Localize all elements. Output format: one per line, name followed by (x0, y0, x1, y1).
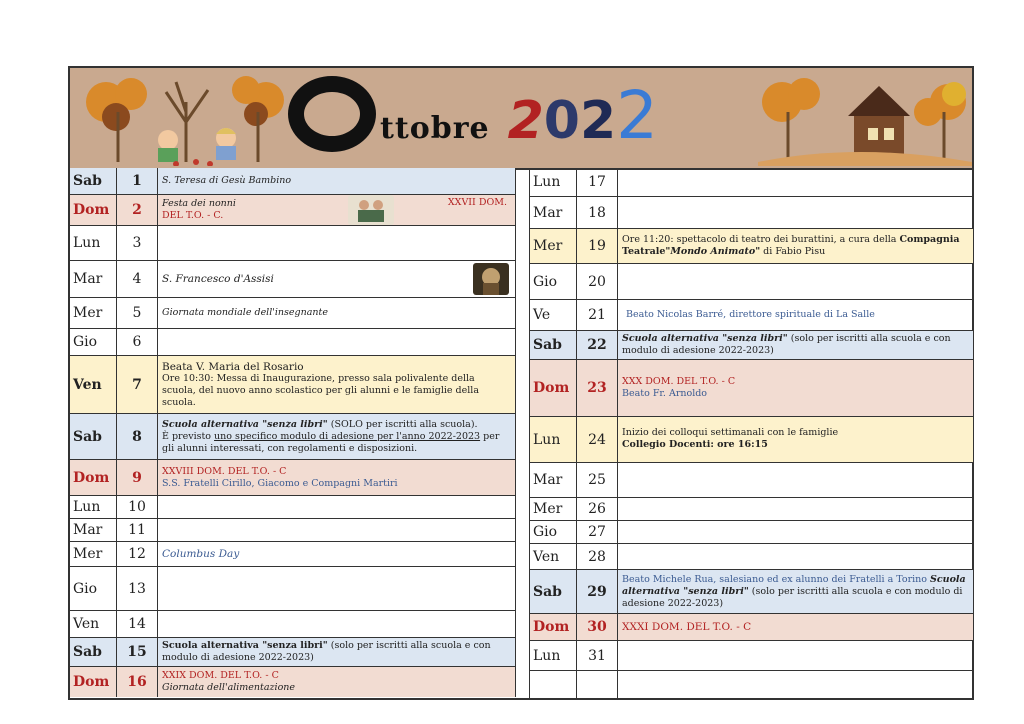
day-row-12 (70, 542, 515, 567)
day-row-19 (530, 229, 973, 264)
day-number: 4 (117, 261, 158, 297)
day-row-9 (70, 460, 515, 496)
day-notes (158, 496, 515, 518)
weekday: Sab (530, 570, 577, 613)
day-notes: S. Francesco d'Assisi (158, 261, 515, 297)
day-notes (158, 519, 515, 541)
calendar-frame (68, 66, 974, 700)
weekday: Mer (70, 298, 117, 328)
days-17-31 (529, 168, 973, 698)
weekday: Mar (70, 519, 117, 541)
day-row-29 (530, 570, 973, 614)
day-row-23 (530, 360, 973, 417)
weekday: Gio (530, 521, 577, 543)
weekday: Dom (530, 614, 577, 640)
day-notes (618, 671, 973, 698)
day-number: 8 (117, 414, 158, 459)
weekday: Ven (530, 544, 577, 569)
day-number: 2 (117, 195, 158, 225)
weekday: Sab (70, 168, 117, 194)
day-row-30 (530, 614, 973, 641)
day-number: 30 (577, 614, 618, 640)
day-notes: XXX DOM. DEL T.O. - C Beato Fr. Arnoldo (622, 376, 736, 399)
day-row-22 (530, 331, 973, 360)
empty-row (530, 671, 973, 698)
day-row-7 (70, 356, 515, 414)
day-row-27 (530, 521, 973, 544)
day-notes: XXVIII DOM. DEL T.O. - C S.S. Fratelli Cirillo, Giacomo e Compagni Martiri (162, 465, 398, 489)
day-number: 22 (577, 331, 618, 359)
weekday: Gio (530, 264, 577, 299)
weekday: Mar (530, 197, 577, 228)
day-number: 7 (117, 356, 158, 413)
day-row-16 (70, 667, 515, 697)
weekday: Dom (530, 360, 577, 416)
day-row-18 (530, 197, 973, 229)
day-notes: Beato Michele Rua, salesiano ed ex alunno dei Fratelli a Torino Scuola alternativa "senza libri" (solo per iscritti alla scuola e con modulo di adesione 2022-2023) (622, 573, 966, 609)
weekday: Ve (530, 300, 577, 330)
day-notes: Beato Nicolas Barré, direttore spirituale di La Salle (626, 309, 875, 320)
day-number: 23 (577, 360, 618, 416)
header-banner (70, 68, 972, 170)
day-notes: Festa dei nonni DEL T.O. - C. XXVII DOM. (158, 195, 515, 225)
day-notes (158, 567, 515, 610)
day-notes: Ore 11:20: spettacolo di teatro dei burattini, a cura della Compagnia Teatrale"Mondo Animato" di Fabio Pisu (622, 234, 960, 257)
day-number: 10 (117, 496, 158, 518)
day-notes: Scuola alternativa "senza libri" (solo per iscritti alla scuola e con modulo di adesione 2022-2023) (622, 333, 951, 356)
day-notes: Inizio dei colloqui settimanali con le famiglie Collegio Docenti: ore 16:15 (622, 427, 839, 450)
day-number: 27 (577, 521, 618, 543)
day-notes: Beata V. Maria del Rosario Ore 10:30: Messa di Inaugurazione, presso sala polivalente della scuola, del nuovo anno scolastico per gli alunni e le famiglie della scuola. (162, 360, 479, 408)
day-number: 21 (577, 300, 618, 330)
weekday: Mer (70, 542, 117, 566)
day-number: 28 (577, 544, 618, 569)
day-number: 11 (117, 519, 158, 541)
day-number: 24 (577, 417, 618, 462)
day-notes (618, 521, 973, 543)
day-notes (158, 226, 515, 260)
weekday: Gio (70, 329, 117, 355)
weekday: Dom (70, 195, 117, 225)
day-notes (618, 498, 973, 520)
day-number: 13 (117, 567, 158, 610)
day-row-20 (530, 264, 973, 300)
day-row-2 (70, 195, 515, 226)
weekday: Sab (70, 638, 117, 666)
day-row-11 (70, 519, 515, 542)
day-notes: Columbus Day (162, 548, 240, 560)
day-row-21 (530, 300, 973, 331)
day-notes (618, 264, 973, 299)
day-number: 16 (117, 667, 158, 697)
day-number: 25 (577, 463, 618, 497)
month-name: ttobre (380, 111, 490, 146)
day-number: 12 (117, 542, 158, 566)
day-notes (158, 611, 515, 637)
weekday: Gio (70, 567, 117, 610)
weekday: Mar (530, 463, 577, 497)
day-row-10 (70, 496, 515, 519)
weekday: Ven (70, 611, 117, 637)
day-number: 9 (117, 460, 158, 495)
weekday: Mer (530, 229, 577, 263)
autumn-house-illustration (758, 72, 972, 166)
weekday: Sab (70, 414, 117, 459)
day-row-3 (70, 226, 515, 261)
month-title (288, 77, 659, 156)
day-number: 3 (117, 226, 158, 260)
day-number: 20 (577, 264, 618, 299)
weekday: Dom (70, 667, 117, 697)
autumn-kids-illustration (76, 72, 306, 166)
weekday: Sab (530, 331, 577, 359)
day-row-31 (530, 641, 973, 671)
weekday: Lun (530, 417, 577, 462)
saint-francis-icon (473, 263, 509, 295)
day-notes: S. Teresa di Gesù Bambino (162, 175, 292, 186)
day-row-17 (530, 168, 973, 197)
day-notes (618, 463, 973, 497)
day-number: 19 (577, 229, 618, 263)
day-number: 14 (117, 611, 158, 637)
day-row-14 (70, 611, 515, 638)
weekday: Ven (70, 356, 117, 413)
weekday: Mar (70, 261, 117, 297)
day-notes: XXIX DOM. DEL T.O. - C Giornata dell'alimentazione (162, 670, 296, 693)
day-notes (158, 329, 515, 355)
day-number: 15 (117, 638, 158, 666)
grandparents-icon (348, 195, 394, 225)
day-number (577, 671, 618, 698)
day-number: 18 (577, 197, 618, 228)
day-notes (618, 544, 973, 569)
day-number: 5 (117, 298, 158, 328)
day-notes: XXXI DOM. DEL T.O. - C (622, 621, 752, 633)
weekday: Lun (530, 168, 577, 196)
days-1-16 (70, 168, 516, 697)
weekday: Lun (70, 496, 117, 518)
day-number: 17 (577, 168, 618, 196)
day-number: 31 (577, 641, 618, 670)
day-row-28 (530, 544, 973, 570)
day-row-8 (70, 414, 515, 460)
day-notes: Giornata mondiale dell'insegnante (162, 307, 328, 318)
day-row-15 (70, 638, 515, 667)
day-notes (618, 641, 973, 670)
day-row-1 (70, 168, 515, 195)
day-notes (618, 168, 973, 196)
day-notes: Scuola alternativa "senza libri" (SOLO per iscritti alla scuola). È previsto uno specifico modulo di adesione per l'anno 2022-2023 per gli alunni interessati, con regolamenti e disposizioni. (162, 418, 500, 454)
day-number: 26 (577, 498, 618, 520)
day-row-24 (530, 417, 973, 463)
weekday (530, 671, 577, 698)
weekday: Lun (530, 641, 577, 670)
day-row-13 (70, 567, 515, 611)
day-number: 6 (117, 329, 158, 355)
day-notes: Scuola alternativa "senza libri" (solo per iscritti alla scuola e con modulo di adesione 2022-2023) (162, 640, 491, 663)
day-row-5 (70, 298, 515, 329)
day-number: 1 (117, 168, 158, 194)
year-label: 2022 (507, 77, 659, 154)
day-notes (618, 197, 973, 228)
weekday: Lun (70, 226, 117, 260)
weekday: Dom (70, 460, 117, 495)
day-row-25 (530, 463, 973, 498)
day-number: 29 (577, 570, 618, 613)
weekday: Mer (530, 498, 577, 520)
day-row-26 (530, 498, 973, 521)
day-row-6 (70, 329, 515, 356)
day-row-4 (70, 261, 515, 298)
month-initial-o (288, 76, 376, 152)
